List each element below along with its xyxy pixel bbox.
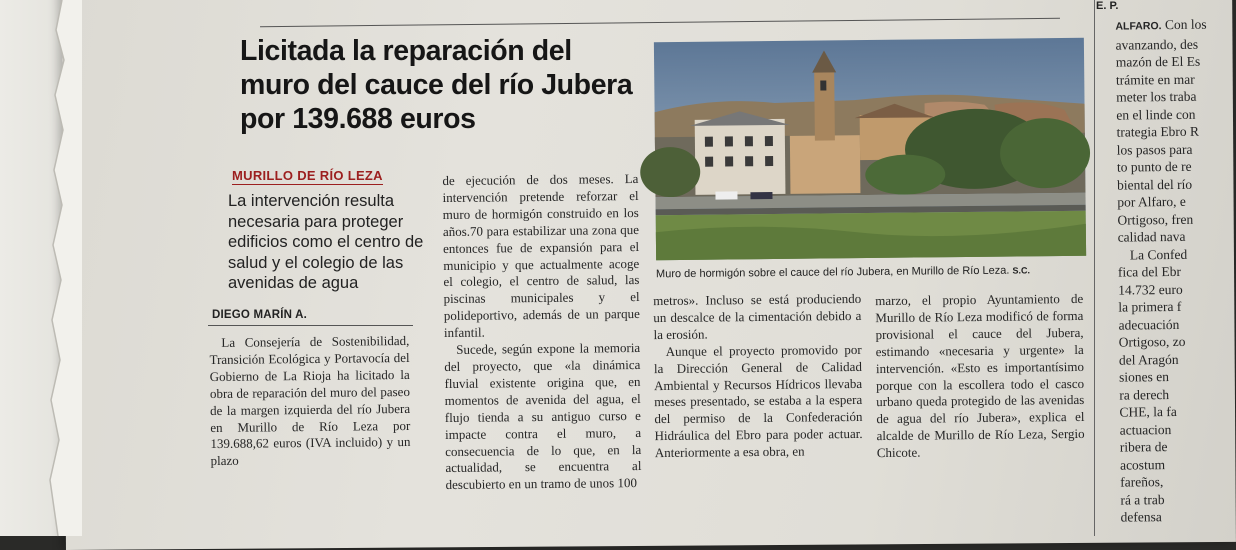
paragraph: La Consejería de Sostenibilidad, Transición Ecológica y Portavocía del Gobierno de La Rioja ha licitado la obra de reparación del muro del paseo de la margen izquierda del río Jubera en Murillo de Río Leza por 139.688,62 euros (IVA incluido) y un plazo <box>209 332 411 469</box>
side-line: actuacion <box>1119 421 1172 438</box>
side-line: Con los <box>1164 16 1207 33</box>
side-line: 14.732 euro <box>1118 281 1183 298</box>
article-column-2 <box>442 171 641 494</box>
side-line: defensa <box>1120 509 1162 525</box>
torn-edge <box>22 0 82 536</box>
side-line: ribera de <box>1119 439 1168 455</box>
paragraph: Sucede, según expone la memoria del proyecto, que «la dinámica fluvial existente origina que, en momentos de avenida del agua, el flujo tienda a su antiguo curso e impacte contra el muro, a consecuencia de lo que, en la actualidad, se encuentra al descubierto en un tramo de unos 100 <box>444 340 642 493</box>
dateline: ALFARO. <box>1115 20 1162 33</box>
side-line: Ortigoso, fren <box>1117 211 1194 228</box>
side-line: mazón de El Es <box>1115 53 1201 70</box>
paragraph: de ejecución de dos meses. La intervención pretende reforzar el muro de hormigón construido en los años.70 para estabilizar una zona que entonces fue de expansión para el municipio y que actualmente acoge el colegio, el centro de salud, las piscinas municipales y el polideportivo, además de un parque infantil. <box>442 170 640 341</box>
side-line: meter los traba <box>1116 88 1197 105</box>
side-line: fareños, <box>1120 474 1164 490</box>
paragraph: marzo, el propio Ayuntamiento de Murillo de Río Leza modificó de forma provisional el cauce del Jubera, estimando «necesaria y urgente» la intervención. «Esto es importantísimo porque con la escollera todo el casco urbano queda protegido de las avenidas de agua del río Jubera», explica el alcalde de Murillo de Río Leza, Sergio Chicote. <box>875 290 1085 461</box>
agency-tag: E. P. <box>1096 0 1119 12</box>
side-article-column <box>1115 15 1230 526</box>
side-line: rá a trab <box>1120 491 1165 508</box>
byline: DIEGO MARÍN A. <box>212 309 308 321</box>
side-line: La Confed <box>1129 246 1188 262</box>
side-line: en el linde con <box>1116 106 1196 123</box>
side-line: del Aragón <box>1118 351 1179 368</box>
kicker-location: MURILLO DE RÍO LEZA <box>232 168 383 183</box>
side-line: to punto de re <box>1116 158 1192 175</box>
photo-credit: S.C. <box>1012 265 1031 276</box>
side-line: por Alfaro, e <box>1117 193 1186 210</box>
paragraph: Aunque el proyecto promovido por la Dirección General de Calidad Ambiental y Recursos Hídricos llevaba meses presentado, se estaba a la espera del permiso de la Confederación Hidráulica del Ebro para poder actuar. Anteriormente a esa obra, en <box>653 341 863 461</box>
article-column-1 <box>209 333 410 470</box>
article-column-4 <box>875 291 1085 462</box>
side-line: Ortigoso, zo <box>1118 333 1186 350</box>
side-line: ra derech <box>1119 386 1170 403</box>
side-line: CHE, la fa <box>1119 403 1177 420</box>
side-line: trategia Ebro R <box>1116 123 1200 140</box>
article-column-3 <box>653 291 863 462</box>
side-line: la primera f <box>1118 298 1182 315</box>
news-photo <box>654 38 1086 260</box>
side-line: trámite en mar <box>1115 71 1195 88</box>
paragraph: metros». Incluso se está produciendo un descalce de la cimentación debido a la erosión. <box>653 290 862 342</box>
caption-text: Muro de hormigón sobre el cauce del río Jubera, en Murillo de Río Leza. <box>655 264 1010 281</box>
side-line: avanzando, des <box>1115 36 1199 53</box>
side-line: acostum <box>1119 456 1166 473</box>
photo-town-church-river-wall-icon <box>654 38 1086 260</box>
side-line: los pasos para <box>1116 141 1193 158</box>
headline: Licitada la reparación del muro del cauce del río Jubera por 139.688 euros <box>240 35 633 135</box>
side-line: fica del Ebr <box>1117 263 1182 280</box>
byline-rule <box>208 325 413 326</box>
side-line: biental del río <box>1117 176 1193 193</box>
subhead: La intervención resulta necesaria para proteger edificios como el centro de salud y el colegio de las avenidas de agua <box>228 192 424 292</box>
side-line: adecuación <box>1118 316 1180 333</box>
side-line: siones en <box>1119 369 1170 385</box>
side-line: calidad nava <box>1117 228 1186 245</box>
